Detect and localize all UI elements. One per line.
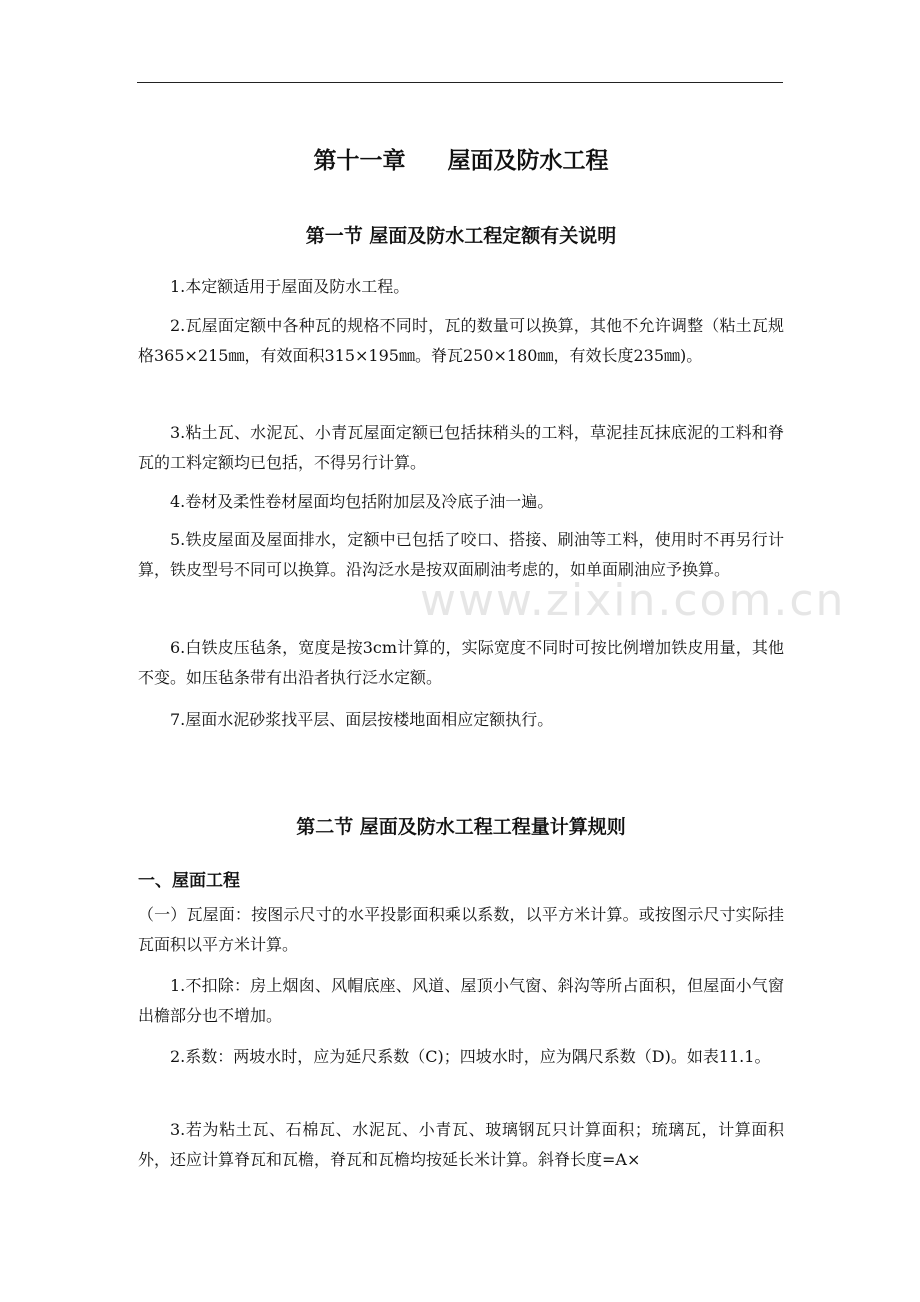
- s1-item-6: 6.白铁皮压毡条，宽度是按3cm计算的，实际宽度不同时可按比例增加铁皮用量，其他不变。如压毡条带有出沿者执行泛水定额。: [138, 638, 784, 687]
- s2-heading-roof: 一、屋面工程: [138, 871, 240, 891]
- s1-item-4: 4.卷材及柔性卷材屋面均包括附加层及冷底子油一遍。: [170, 492, 554, 511]
- s1-item-3: 3.粘土瓦、水泥瓦、小青瓦屋面定额已包括抹稍头的工料，草泥挂瓦抹底泥的工料和脊瓦的工料定额均已包括，不得另行计算。: [138, 423, 784, 472]
- header-rule: [137, 82, 783, 83]
- s2-item-1: 1.不扣除：房上烟囱、风帽底座、风道、屋顶小气窗、斜沟等所占面积，但屋面小气窗出檐部分也不增加。: [138, 976, 784, 1025]
- s2-intro: （一）瓦屋面：按图示尺寸的水平投影面积乘以系数，以平方米计算。或按图示尺寸实际挂瓦面积以平方米计算。: [138, 905, 784, 954]
- s2-item-2: 2.系数：两坡水时，应为延尺系数（C)；四坡水时，应为隅尺系数（D)。如表11.1。: [170, 1047, 771, 1066]
- chapter-label: 第十一章: [313, 148, 406, 174]
- s1-item-1: 1.本定额适用于屋面及防水工程。: [170, 277, 410, 296]
- section2-title: 第二节 屋面及防水工程工程量计算规则: [296, 816, 626, 838]
- s1-item-5: 5.铁皮屋面及屋面排水，定额中已包括了咬口、搭接、刷油等工料，使用时不再另行计算，铁皮型号不同可以换算。沿沟泛水是按双面刷油考虑的，如单面刷油应予换算。: [138, 530, 784, 579]
- chapter-title: 屋面及防水工程: [447, 148, 609, 174]
- section1-title: 第一节 屋面及防水工程定额有关说明: [305, 225, 617, 247]
- s1-item-2: 2.瓦屋面定额中各种瓦的规格不同时，瓦的数量可以换算，其他不允许调整（粘土瓦规格365×215㎜，有效面积315×195㎜。脊瓦250×180㎜，有效长度235㎜)。: [138, 316, 784, 365]
- s2-item-3: 3.若为粘土瓦、石棉瓦、水泥瓦、小青瓦、玻璃钢瓦只计算面积；琉璃瓦，计算面积外，还应计算脊瓦和瓦檐，脊瓦和瓦檐均按延长米计算。斜脊长度=A×: [138, 1120, 784, 1169]
- chapter-heading: [138, 142, 784, 175]
- watermark: www.zixin.com.cn: [420, 575, 846, 626]
- s1-item-7: 7.屋面水泥砂浆找平层、面层按楼地面相应定额执行。: [170, 710, 554, 729]
